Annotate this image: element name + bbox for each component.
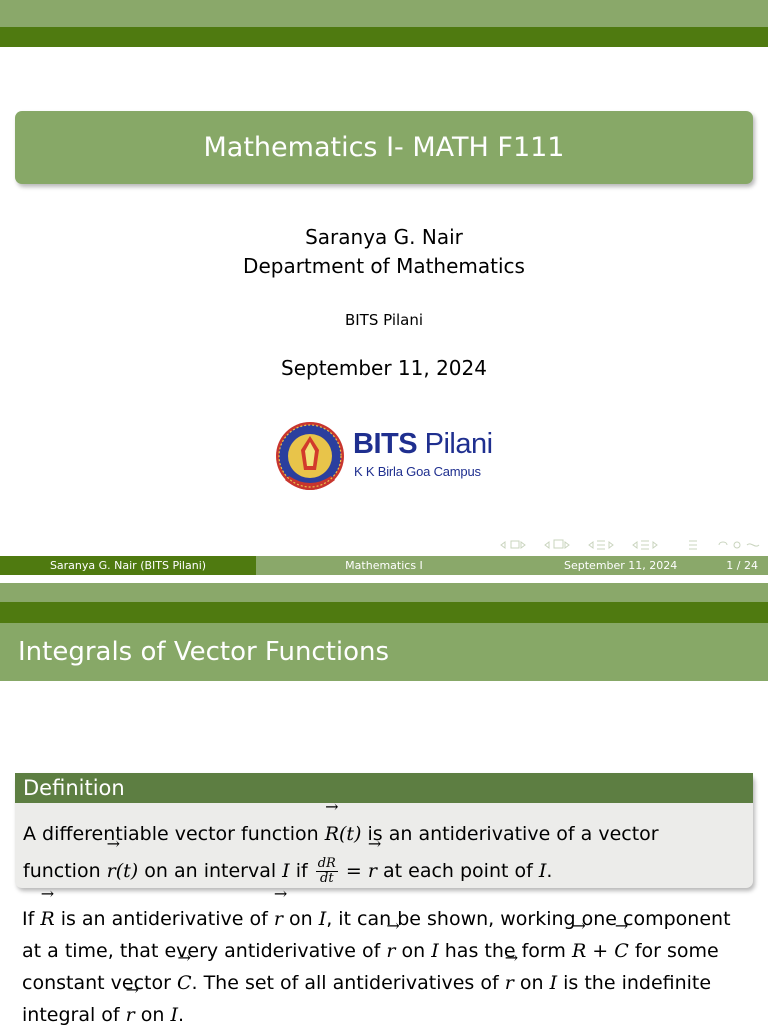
fraction-numerator: dR <box>317 856 336 871</box>
nav-search-icon <box>734 542 740 548</box>
para-text: on <box>282 908 319 930</box>
def-text: if <box>289 860 314 882</box>
vector-C: → C <box>177 966 192 998</box>
definition-block <box>15 773 753 888</box>
def-text: at each point of <box>376 860 539 882</box>
nav-prev-frame-icon <box>545 542 549 548</box>
para-text: , it can be shown, working one component at a time, that every antiderivative of <box>22 908 731 962</box>
vector-r: → r <box>368 852 377 889</box>
para-text: has the form <box>438 940 572 962</box>
para-text: is the indefinite integral of <box>22 972 712 1026</box>
institute-name: BITS Pilani <box>344 311 424 329</box>
interval-I: I <box>318 908 327 930</box>
vector-R: → R <box>325 815 339 852</box>
logo-wordmark <box>353 428 493 461</box>
para-text: on <box>395 940 432 962</box>
nav-next-frame-icon <box>565 542 569 548</box>
interval-I: I <box>431 940 439 962</box>
interval-I: I <box>549 972 558 994</box>
nav-forward-icon <box>747 544 759 546</box>
footer-date: September 11, 2024 <box>564 559 678 572</box>
vector-r: → r <box>107 852 116 889</box>
footer-page-number: 1 / 24 <box>726 559 758 572</box>
interval-I: I <box>282 860 290 882</box>
footer-title: Mathematics I <box>256 556 512 575</box>
nav-frame-icon <box>554 540 563 548</box>
def-text: function <box>23 860 107 882</box>
slide2-header-band-dark <box>0 602 768 623</box>
vector-r: → r <box>274 902 283 934</box>
logo-brand-bold: BITS <box>353 428 418 460</box>
def-equals: = <box>339 860 368 882</box>
header-band-light <box>0 0 768 27</box>
slide-footer <box>0 556 768 575</box>
nav-prev-section-icon <box>633 542 637 548</box>
def-text: is an antiderivative of a vector <box>361 823 659 845</box>
nav-appendix-icon <box>689 541 697 549</box>
header-band-dark <box>0 27 768 47</box>
nav-next-subsection-icon <box>609 542 613 548</box>
nav-next-slide-icon <box>521 542 525 548</box>
para-text: for some constant vector <box>22 940 719 994</box>
vector-r: → r <box>505 966 514 998</box>
fraction-denominator: dt <box>320 871 334 886</box>
definition-heading: Definition <box>15 773 753 803</box>
para-text: is an antiderivative of <box>54 908 274 930</box>
footer-date-page <box>512 556 768 575</box>
def-text: on an interval <box>138 860 283 882</box>
nav-slide-icon <box>511 541 519 548</box>
author-department: Department of Mathematics <box>243 254 525 278</box>
nav-next-section-icon <box>653 542 657 548</box>
vector-r: → r <box>386 934 395 966</box>
para-text: on <box>134 1004 171 1026</box>
frame-title: Integrals of Vector Functions <box>0 623 768 681</box>
para-text: . The set of all antiderivatives of <box>191 972 505 994</box>
nav-prev-subsection-icon <box>589 542 593 548</box>
logo-campus: K K Birla Goa Campus <box>354 464 481 479</box>
author-name: Saranya G. Nair <box>305 225 463 249</box>
logo-brand-regular: Pilani <box>424 428 493 460</box>
nav-subsection-icon <box>597 541 605 549</box>
bits-pilani-logo <box>273 420 503 496</box>
presentation-title: Mathematics I- MATH F111 <box>15 111 753 184</box>
interval-I: I <box>170 1004 179 1026</box>
vector-R: → R <box>572 934 586 966</box>
vector-r: → r <box>126 998 135 1030</box>
explanation-paragraph <box>22 902 750 1030</box>
def-arg-t: (t) <box>115 860 139 882</box>
interval-I: I <box>538 860 547 882</box>
presentation-date: September 11, 2024 <box>281 356 487 380</box>
derivative-fraction <box>316 857 338 886</box>
vector-R: → R <box>40 902 54 934</box>
beamer-navigation-symbols[interactable] <box>497 538 762 552</box>
footer-author: Saranya G. Nair (BITS Pilani) <box>0 556 256 575</box>
nav-prev-slide-icon <box>501 542 505 548</box>
def-text: . <box>546 860 553 882</box>
nav-section-icon <box>641 541 649 549</box>
para-text: . <box>178 1004 185 1026</box>
definition-body <box>15 803 753 889</box>
nav-back-icon <box>719 542 727 545</box>
para-text: on <box>513 972 550 994</box>
slide2-header-band-light <box>0 583 768 602</box>
def-text: A differentiable vector function <box>23 823 325 845</box>
para-text: If <box>22 908 41 930</box>
bits-emblem-icon <box>273 420 349 496</box>
para-plus: + <box>586 940 615 962</box>
def-arg-t: (t) <box>339 823 362 845</box>
vector-C: → C <box>614 934 629 966</box>
